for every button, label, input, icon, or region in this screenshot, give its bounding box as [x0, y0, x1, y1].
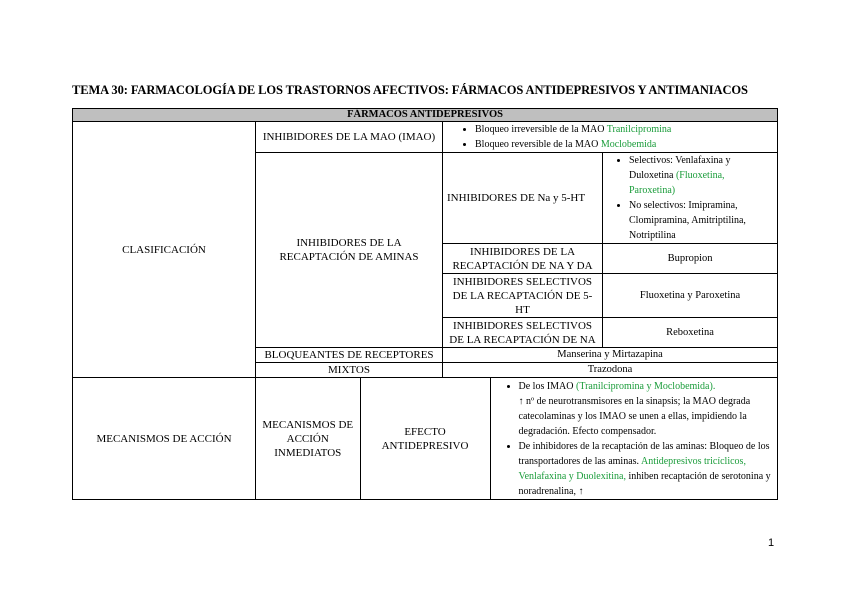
mecanismos-label: MECANISMOS DE ACCIÓN	[73, 378, 256, 500]
isrs-value: Fluoxetina y Paroxetina	[603, 274, 778, 318]
mixtos-value: Trazodona	[443, 363, 778, 378]
list-item: • Selectivos: Venlafaxina y Duloxetina (Fluoxetina, Paroxetina)	[629, 153, 773, 198]
bloqueantes-value: Manserina y Mirtazapina	[443, 348, 778, 363]
inmediatos-label: MECANISMOS DE ACCIÓN INMEDIATOS	[256, 378, 360, 499]
na-5ht-label: INHIBIDORES DE Na y 5-HT	[443, 153, 603, 244]
list-item: • No selectivos: Imipramina, Clomipramina, Amitriptilina, Notriptilina	[629, 198, 773, 243]
imao-bullets	[443, 122, 778, 153]
antidepressants-table	[72, 108, 778, 500]
recaptacion-label: INHIBIDORES DE LA RECAPTACIÓN DE AMINAS	[256, 153, 443, 348]
na-da-label: INHIBIDORES DE LA RECAPTACIÓN DE NA Y DA	[443, 244, 603, 274]
mecanismos-subtable	[256, 378, 778, 499]
clasificacion-label: CLASIFICACIÓN	[73, 122, 256, 378]
na-5ht-bullets	[603, 153, 778, 244]
list-item: • Bloqueo irreversible de la MAO Tranilcipromina	[475, 122, 773, 137]
mecanismos-cell	[256, 378, 778, 500]
isrs-label: INHIBIDORES SELECTIVOS DE LA RECAPTACIÓN DE 5-HT	[443, 274, 603, 318]
mixtos-label: MIXTOS	[256, 363, 443, 378]
page-number: 1	[768, 537, 775, 549]
list-item: • Bloqueo reversible de la MAO Moclobemida	[475, 137, 773, 152]
isrn-label: INHIBIDORES SELECTIVOS DE LA RECAPTACIÓN DE NA	[443, 318, 603, 348]
list-item: • De inhibidores de la recaptación de las aminas: Bloqueo de los transportadores de las aminas. Antidepresivos tricíclicos, Venlafaxina y Duolexitina, inhiben recaptación de serotonina y noradrenalina, ↑	[519, 439, 775, 499]
isrn-value: Reboxetina	[603, 318, 778, 348]
list-item: • De los IMAO (Tranilcipromina y Moclobemida). ↑ nº de neurotransmisores en la sinapsis; la MAO degrada catecolaminas y los IMAO se unen a ellas, impidiendo la degradación. Efecto compensador.	[519, 379, 775, 439]
bloqueantes-label: BLOQUEANTES DE RECEPTORES	[256, 348, 443, 363]
imao-label: INHIBIDORES DE LA MAO (IMAO)	[256, 122, 443, 153]
efecto-label: EFECTO ANTIDEPRESIVO	[360, 378, 490, 499]
table-header: FÁRMACOS ANTIDEPRESIVOS	[73, 109, 778, 122]
na-da-value: Bupropion	[603, 244, 778, 274]
page-title: TEMA 30: FARMACOLOGÍA DE LOS TRASTORNOS AFECTIVOS: FÁRMACOS ANTIDEPRESIVOS Y ANTIMANIACOS	[72, 83, 748, 97]
mecanismos-bullets	[490, 378, 778, 499]
